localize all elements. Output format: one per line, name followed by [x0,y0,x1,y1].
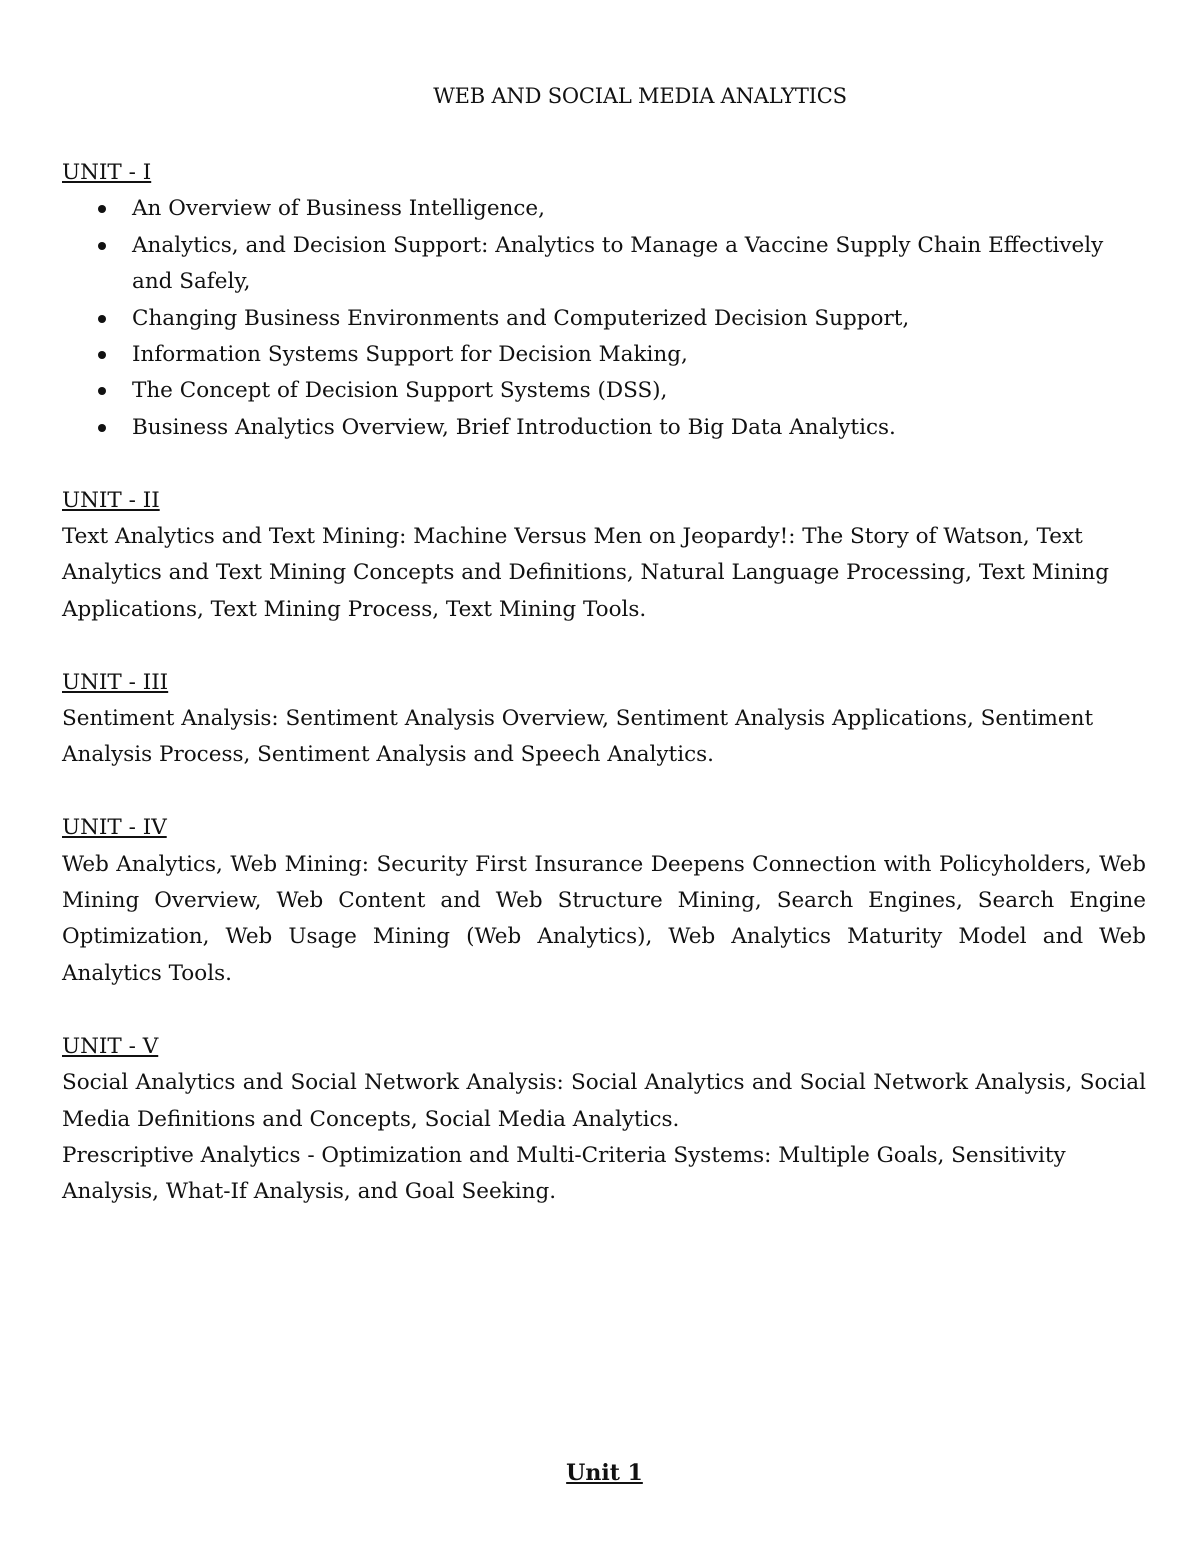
unit-1-topic: An Overview of Business Intelligence, [62,191,1146,227]
footer-unit-label: Unit 1 [566,1460,643,1486]
unit-2-section [62,483,1146,629]
unit-1-topic: Analytics, and Decision Support: Analytics to Manage a Vaccine Supply Chain Effectively and Safely, [62,228,1146,301]
unit-2-description: Text Analytics and Text Mining: Machine Versus Men on Jeopardy!: The Story of Watson, Text Analytics and Text Mining Concepts and Definitions, Natural Language Processing, Text Mining Applications, Text Mining Process, Text Mining Tools. [62,524,1110,622]
unit-5-description-social: Social Analytics and Social Network Analysis: Social Analytics and Social Network Analysis, Social Media Definitions and Concepts, Social Media Analytics. [62,1070,1146,1132]
unit-1-topic: Business Analytics Overview, Brief Introduction to Big Data Analytics. [62,410,1146,446]
unit-5-section [62,1029,1146,1211]
unit-1-topic: The Concept of Decision Support Systems (DSS), [62,373,1146,409]
unit-4-description: Web Analytics, Web Mining: Security First Insurance Deepens Connection with Policyholders, Web Mining Overview, Web Content and Web Structure Mining, Search Engines, Search Engine Optimization, Web Usage Mining (Web Analytics), Web Analytics Maturity Model and Web Analytics Tools. [62,851,1146,986]
unit-1-section [62,155,1146,446]
unit-1-topic: Changing Business Environments and Computerized Decision Support, [62,301,1146,337]
unit-1-heading: UNIT - I [62,160,152,185]
unit-3-heading: UNIT - III [62,669,169,695]
unit-5-heading: UNIT - V [62,1033,159,1059]
syllabus-content [62,155,1146,1211]
unit-3-section [62,665,1146,774]
unit-3-description: Sentiment Analysis: Sentiment Analysis Overview, Sentiment Analysis Applications, Sentiment Analysis Process, Sentiment Analysis and Speech Analytics. [62,706,1094,768]
unit-4-section [62,810,1146,992]
unit-5-description-prescriptive: Prescriptive Analytics - Optimization and Multi-Criteria Systems: Multiple Goals, Sensitivity Analysis, What-If Analysis, and Goal Seeking. [62,1142,1066,1205]
unit-2-heading: UNIT - II [62,487,160,513]
unit-1-topic-list [62,191,1146,446]
unit-4-heading: UNIT - IV [62,815,167,841]
unit-1-topic: Information Systems Support for Decision Making, [62,337,1146,373]
document-title: WEB AND SOCIAL MEDIA ANALYTICS [433,84,847,108]
